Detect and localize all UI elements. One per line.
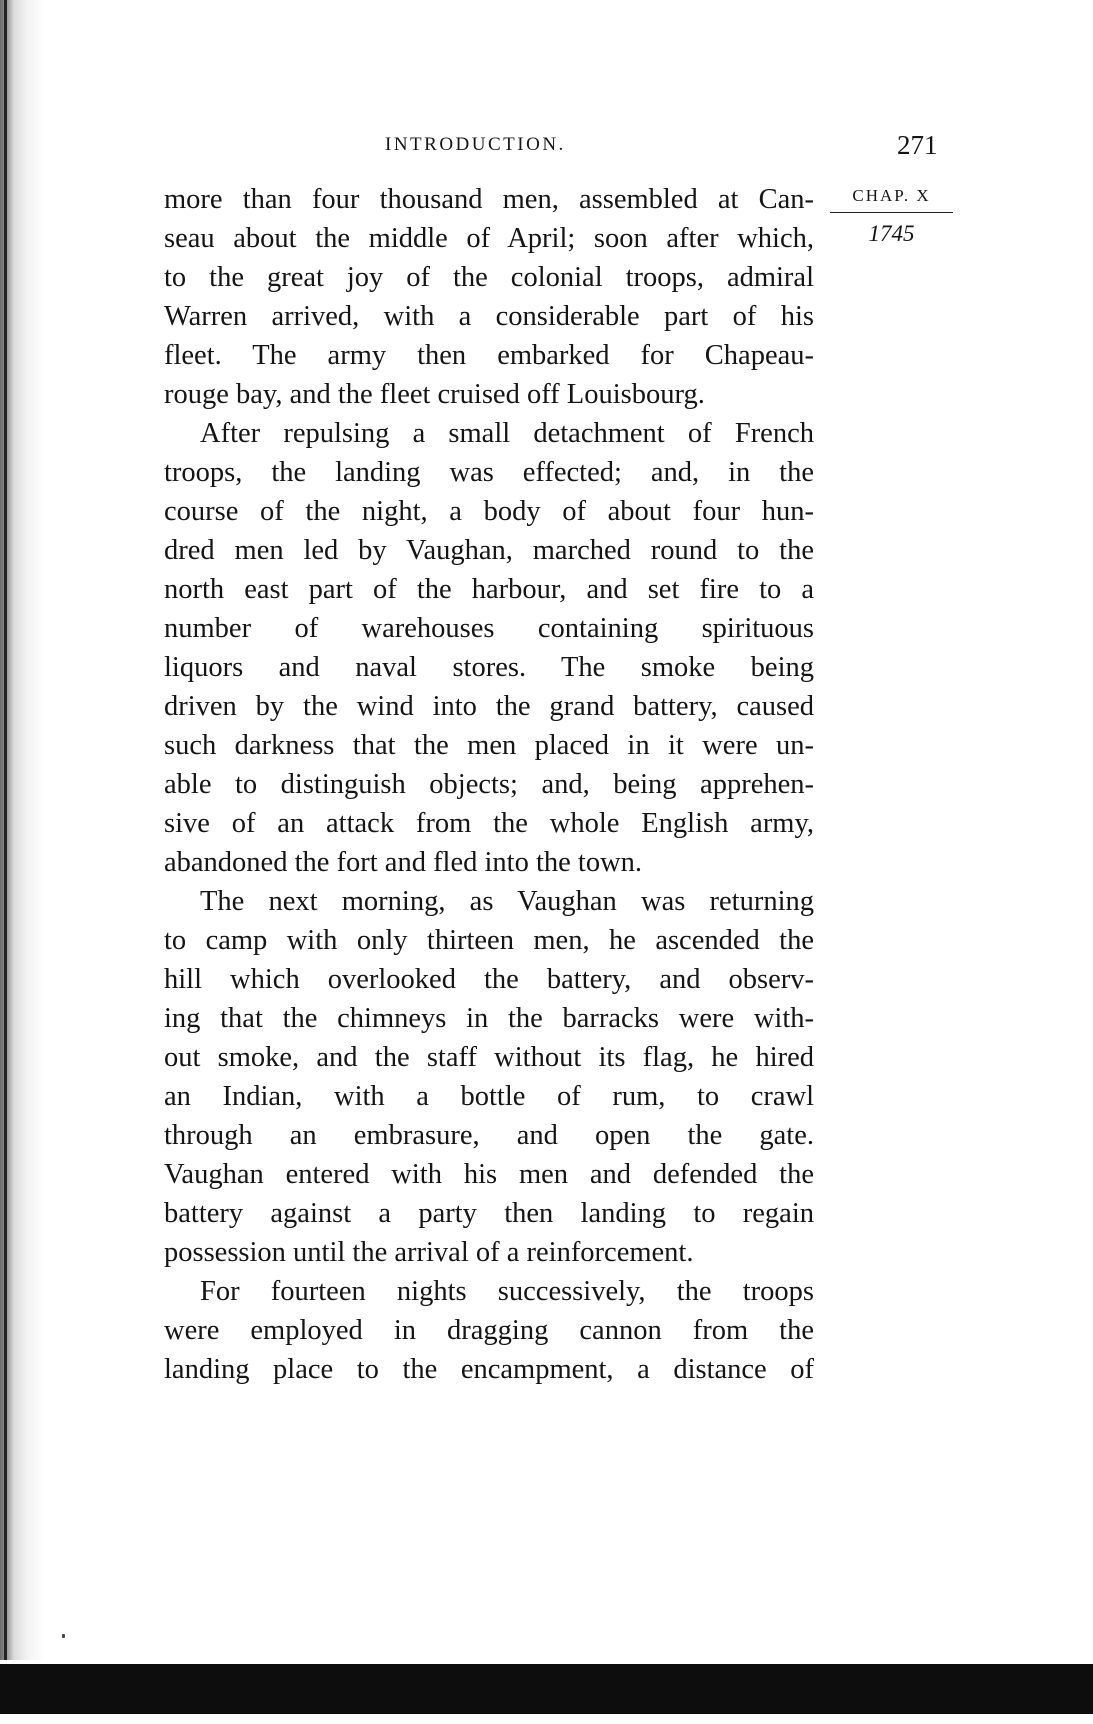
text-line: more than four thousand men, assembled at Can- xyxy=(164,184,814,215)
scan-bottom-border xyxy=(0,1664,1093,1714)
paragraph-4 xyxy=(164,1272,814,1389)
scan-speck xyxy=(62,1634,65,1638)
text-line: Warren arrived, with a considerable part of his xyxy=(164,301,814,332)
chapter-label: CHAP. X xyxy=(830,186,953,213)
page-number: 271 xyxy=(897,130,938,160)
text-line: possession until the arrival of a reinforcement. xyxy=(164,1237,694,1268)
running-head: INTRODUCTION. xyxy=(385,134,566,155)
text-line: troops, the landing was effected; and, in the xyxy=(164,457,814,488)
text-line: were employed in dragging cannon from the xyxy=(164,1315,814,1346)
text-line: such darkness that the men placed in it were un- xyxy=(164,730,814,761)
text-line: through an embrasure, and open the gate. xyxy=(164,1120,814,1151)
text-line: rouge bay, and the fleet cruised off Louisbourg. xyxy=(164,379,705,410)
text-line: number of warehouses containing spirituous xyxy=(164,613,814,644)
text-line: out smoke, and the staff without its flag, he hired xyxy=(164,1042,814,1073)
text-line: to camp with only thirteen men, he ascended the xyxy=(164,925,814,956)
text-line: liquors and naval stores. The smoke being xyxy=(164,652,814,683)
text-line: For fourteen nights successively, the troops xyxy=(200,1276,814,1307)
body-text xyxy=(164,180,814,1389)
text-line: driven by the wind into the grand battery, caused xyxy=(164,691,814,722)
text-line: ing that the chimneys in the barracks were with- xyxy=(164,1003,814,1034)
text-line: to the great joy of the colonial troops, admiral xyxy=(164,262,814,293)
text-line: dred men led by Vaughan, marched round to the xyxy=(164,535,814,566)
text-line: landing place to the encampment, a distance of xyxy=(164,1354,814,1385)
text-line: fleet. The army then embarked for Chapeau- xyxy=(164,340,814,371)
margin-note xyxy=(830,186,953,247)
paragraph-1 xyxy=(164,180,814,414)
text-line: abandoned the fort and fled into the town. xyxy=(164,847,643,878)
text-line: Vaughan entered with his men and defended the xyxy=(164,1159,814,1190)
page-binding-line xyxy=(4,0,7,1660)
text-line: hill which overlooked the battery, and observ- xyxy=(164,964,814,995)
year-label: 1745 xyxy=(868,221,915,246)
page-header xyxy=(0,130,1093,170)
text-line: battery against a party then landing to regain xyxy=(164,1198,814,1229)
text-line: course of the night, a body of about four hun- xyxy=(164,496,814,527)
paragraph-3 xyxy=(164,882,814,1272)
text-line: able to distinguish objects; and, being apprehen- xyxy=(164,769,814,800)
text-line: The next morning, as Vaughan was returning xyxy=(200,886,814,917)
paragraph-2 xyxy=(164,414,814,882)
text-line: seau about the middle of April; soon after which, xyxy=(164,223,814,254)
text-line: an Indian, with a bottle of rum, to crawl xyxy=(164,1081,814,1112)
text-line: sive of an attack from the whole English army, xyxy=(164,808,814,839)
text-line: north east part of the harbour, and set fire to a xyxy=(164,574,814,605)
text-line: After repulsing a small detachment of French xyxy=(200,418,814,449)
